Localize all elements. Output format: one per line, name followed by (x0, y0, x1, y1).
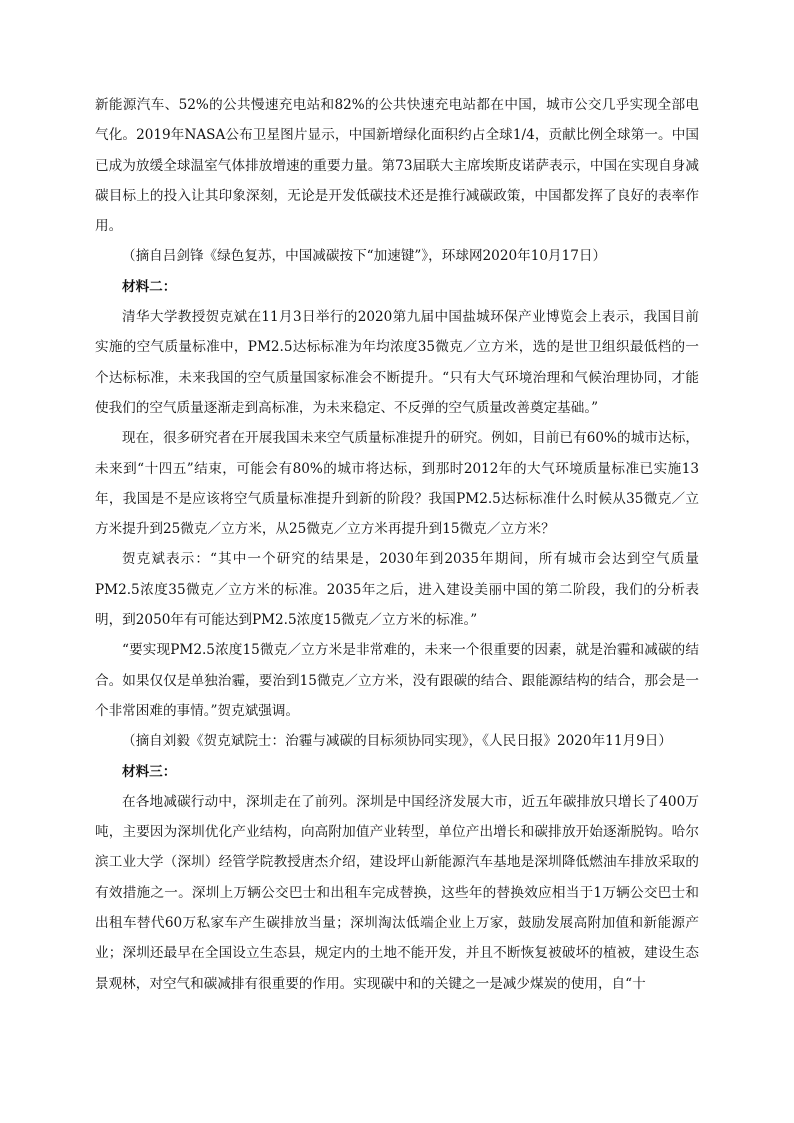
paragraph-material-one-end: 新能源汽车、52%的公共慢速充电站和82%的公共快速充电站都在中国，城市公交几乎实现全部电气化。2019年NASA公布卫星图片显示，中国新增绿化面积约占全球1/4，贡献比例全球第一。中国已成为放缓全球温室气体排放增速的重要力量。第73届联大主席埃斯皮诺萨表示，中国在实现自身减碳目标上的投入让其印象深刻，无论是开发低碳技术还是推行减碳政策，中国都发挥了良好的表率作用。 (95, 97, 699, 235)
material-two-heading: 材料二： (122, 278, 177, 295)
material-three-heading: 材料三： (122, 763, 177, 780)
paragraph-material-two-2: 现在，很多研究者在开展我国未来空气质量标准提升的研究。例如，目前已有60%的城市达标，未来到“十四五”结束，可能会有80%的城市将达标，到那时2012年的大气环境质量标准已实施13年，我国是不是应该将空气质量标准提升到新的阶段？我国PM2.5达标标准什么时候从35微克／立方米提升到25微克／立方米，从25微克／立方米再提升到15微克／立方米？ (95, 430, 699, 538)
source-citation-two: （摘自刘毅《贺克斌院士：治霾与减碳的目标须协同实现》，《人民日报》2020年11月9日） (122, 733, 672, 750)
paragraph-material-two-4: “要实现PM2.5浓度15微克／立方米是非常难的，未来一个很重要的因素，就是治霾和减碳的结合。如果仅仅是单独治霾，要治到15微克／立方米，没有跟碳的结合、跟能源结构的结合，那会是一个非常困难的事情。”贺克斌强调。 (95, 642, 699, 719)
paragraph-material-three-1: 在各地减碳行动中，深圳走在了前列。深圳是中国经济发展大市，近五年碳排放只增长了400万吨，主要因为深圳优化产业结构，向高附加值产业转型，单位产出增长和碳排放开始逐渐脱钩。哈尔滨工业大学（深圳）经管学院教授唐杰介绍，建设坪山新能源汽车基地是深圳降低燃油车排放采取的有效措施之一。深圳上万辆公交巴士和出租车完成替换，这些年的替换效应相当于1万辆公交巴士和出租车替代60万私家车产生碳排放当量；深圳淘汰低端企业上万家，鼓励发展高附加值和新能源产业；深圳还最早在全国设立生态县，规定内的土地不能开发，并且不断恢复被破坏的植被，建设生态景观林，对空气和碳减排有很重要的作用。实现碳中和的关键之一是减少煤炭的使用，自“十 (95, 793, 699, 992)
article-body (95, 90, 699, 999)
paragraph-material-two-1: 清华大学教授贺克斌在11月3日举行的2020第九届中国盐城环保产业博览会上表示，我国目前实施的空气质量标准中，PM2.5达标标准为年均浓度35微克／立方米，选的是世卫组织最低档的一个达标标准，未来我国的空气质量国家标准会不断提升。“只有大气环境治理和气候治理协同，才能使我们的空气质量逐渐走到高标准，为未来稳定、不反弹的空气质量改善奠定基础。” (95, 309, 699, 416)
paragraph-material-two-3: 贺克斌表示：“其中一个研究的结果是，2030年到2035年期间，所有城市会达到空气质量PM2.5浓度35微克／立方米的标准。2035年之后，进入建设美丽中国的第二阶段，我们的分析表明，到2050年有可能达到PM2.5浓度15微克／立方米的标准。” (95, 551, 699, 629)
source-citation-one: （摘自吕剑锋《绿色复苏，中国减碳按下“加速键”》，环球网2020年10月17日） (122, 248, 607, 265)
